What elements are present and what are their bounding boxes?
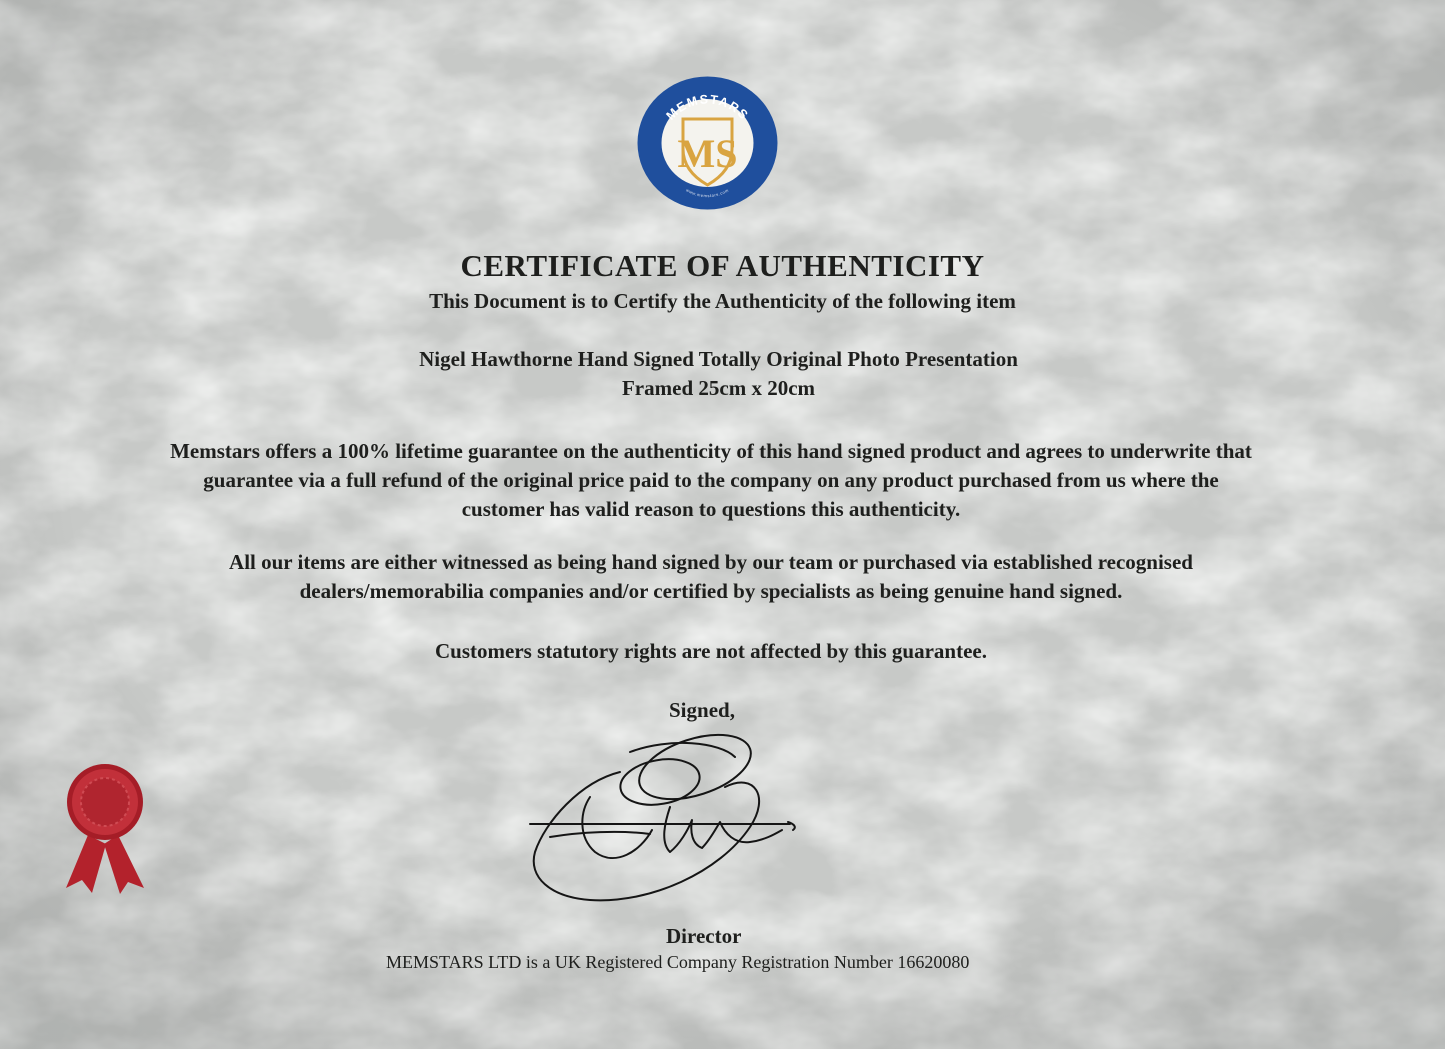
sourcing-line: dealers/memorabilia companies and/or certified by specialists as being genuine hand signed. bbox=[299, 579, 1123, 603]
item-line-2: Framed 25cm x 20cm bbox=[621, 376, 816, 400]
red-ribbon-seal-icon bbox=[58, 760, 158, 896]
memstars-logo bbox=[636, 75, 779, 211]
guarantee-line: customer has valid reason to questions this authenticity. bbox=[461, 497, 961, 521]
director-label: Director bbox=[666, 924, 742, 948]
company-registration: MEMSTARS LTD is a UK Registered Company Registration Number 16620080 bbox=[386, 952, 970, 972]
sourcing-paragraph bbox=[0, 548, 1422, 606]
certificate-title: CERTIFICATE OF AUTHENTICITY bbox=[460, 248, 985, 283]
item-description bbox=[0, 345, 1441, 403]
guarantee-line: guarantee via a full refund of the original price paid to the company on any product purchased from us where the bbox=[203, 468, 1219, 492]
logo-monogram: MS bbox=[677, 131, 738, 176]
item-line-1: Nigel Hawthorne Hand Signed Totally Original Photo Presentation bbox=[419, 347, 1018, 371]
guarantee-paragraph bbox=[0, 437, 1422, 524]
signed-label: Signed, bbox=[669, 698, 735, 722]
logo-url-text: www.memstars.com bbox=[685, 187, 730, 199]
certificate-subtitle: This Document is to Certify the Authenticity of the following item bbox=[429, 289, 1016, 313]
statutory-rights-text: Customers statutory rights are not affected by this guarantee. bbox=[435, 639, 987, 663]
director-signature bbox=[520, 712, 820, 908]
logo-brand-text: MEMSTARS bbox=[663, 92, 752, 123]
guarantee-line: Memstars offers a 100% lifetime guarantee on the authenticity of this hand signed product and agrees to underwrite that bbox=[170, 439, 1252, 463]
sourcing-line: All our items are either witnessed as being hand signed by our team or purchased via established recognised bbox=[229, 550, 1193, 574]
